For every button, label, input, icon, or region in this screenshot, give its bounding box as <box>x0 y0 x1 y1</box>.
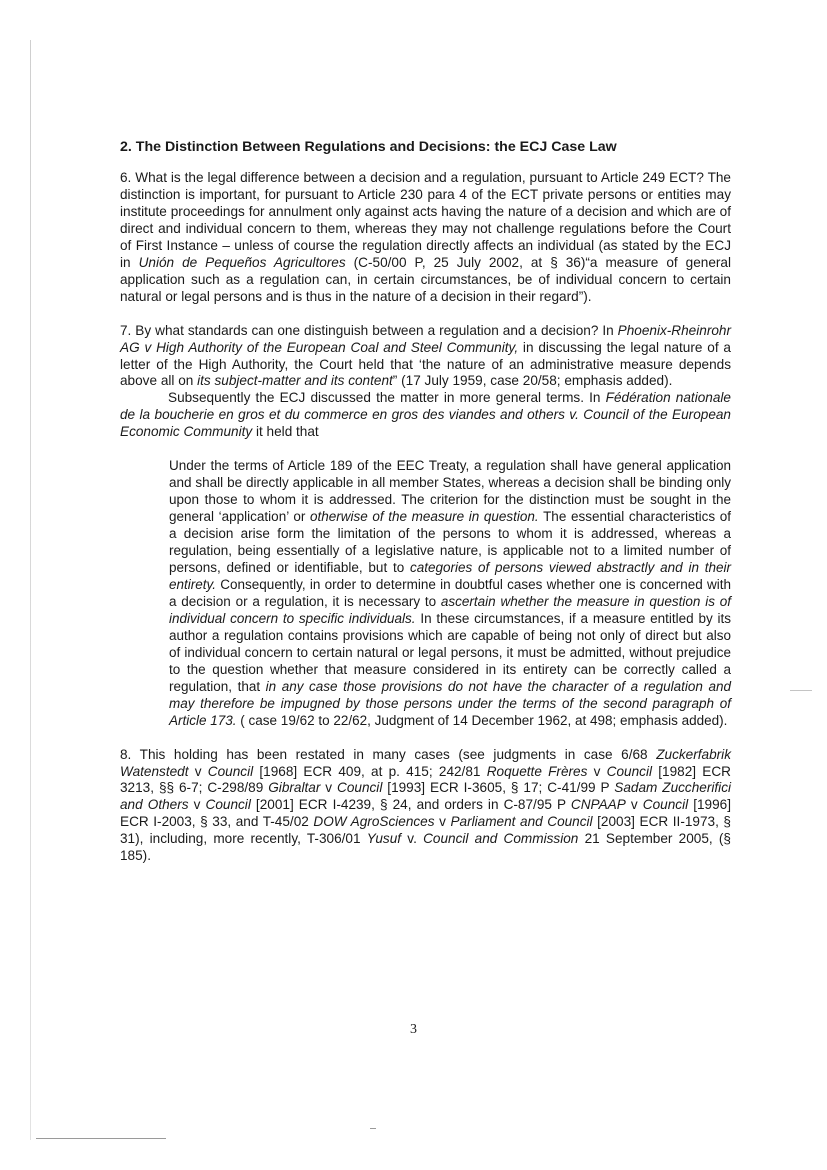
text-run: v <box>320 780 338 796</box>
text-run: [1993] ECR I-3605, § 17; C-41/99 P <box>382 780 615 796</box>
text-run: [2003] ECR II-1973, § 31), including, more recently, T-306/01 <box>120 814 731 847</box>
italic-run: Council <box>642 797 689 813</box>
italic-run: Phoenix-Rheinrohr AG v High Authority of the European Coal and Steel Community, <box>120 322 731 355</box>
italic-run: its subject-matter and its content <box>197 373 393 389</box>
text-run: ” (17 July 1959, case 20/58; emphasis added). <box>392 373 673 389</box>
text-run: v <box>587 763 607 779</box>
paragraph-6 <box>120 170 731 306</box>
page-number: 3 <box>410 1022 417 1037</box>
scan-speck <box>370 1128 376 1129</box>
paragraph-8 <box>120 747 731 866</box>
italic-run: Parliament and Council <box>450 814 593 830</box>
italic-run: ascertain whether the measure in question is of individual concern to specific individuals. <box>169 593 731 626</box>
text-run: in discussing the legal nature of a letter of the High Authority, the Court held that ‘the nature of an administrative measure depends above all on <box>120 339 731 389</box>
text-run: [1982] ECR 3213, §§ 6-7; C-298/89 <box>120 763 731 796</box>
text-run: In these circumstances, if a measure entitled by its author a regulation contains provisions which are capable of being not only of direct but also of individual concern to certain natural or legal persons, it must be admitted, without prejudice to the question whether that measure considered in its entirety can be correctly called a regulation, that <box>169 610 731 694</box>
italic-run: Council <box>205 797 251 813</box>
italic-run: categories of persons viewed abstractly and in their entirety. <box>169 560 731 592</box>
block-quote <box>169 458 731 729</box>
scan-speck <box>790 690 812 691</box>
text-run: Subsequently the ECJ discussed the matter in more general terms. In <box>168 390 606 406</box>
italic-run: Roquette Frères <box>486 763 588 779</box>
paragraph-7-continued <box>120 390 731 441</box>
italic-run: Council and Commission <box>423 831 579 847</box>
italic-run: Fédération nationale de la boucherie en gros et du commerce en gros des viandes and others v. Council of the European Economic Community <box>120 390 731 440</box>
text-run: v <box>434 814 451 830</box>
text-run: 6. What is the legal difference between a decision and a regulation, pursuant to Article 249 ECT? The distinction is important, for pursuant to Article 230 para 4 of the ECT private persons or entities may institute proceedings for annulment only against acts having the nature of a decision and which are of direct and individual concern to them, whereas they may not challenge regulations before the Court of First Instance – unless of course the regulation directly affects an individual (as stated by the ECJ in <box>120 170 731 270</box>
text-run: Consequently, in order to determine in doubtful cases whether one is concerned with a decision or a regulation, it is necessary to <box>169 576 731 609</box>
paragraph-7 <box>120 323 731 391</box>
italic-run: Yusuf <box>366 831 402 847</box>
text-run: [2001] ECR I-4239, § 24, and orders in C-87/95 P <box>250 797 571 813</box>
text-run: The essential characteristics of a decision arise form the limitation of the persons to whom it is addressed, whereas a regulation, being essentially of a legislative nature, is applicable not to a limited number of persons, defined or identifiable, but to <box>169 509 731 576</box>
section-heading: 2. The Distinction Between Regulations and Decisions: the ECJ Case Law <box>120 139 617 155</box>
text-run: v <box>188 797 206 813</box>
italic-run: DOW AgroSciences <box>313 814 435 830</box>
italic-run: in any case those provisions do not have the character of a regulation and may therefore be impugned by those persons under the terms of the second paragraph of Article 173. <box>169 678 731 728</box>
text-run: Under the terms of Article 189 of the EEC Treaty, a regulation shall have general application and shall be directly applicable in all member States, whereas a decision shall be binding only upon those to whom it is addressed. The criterion for the distinction must be sought in the general ‘application’ or <box>169 458 731 525</box>
text-run: (C-50/00 P, 25 July 2002, at § 36)“a measure of general application such as a regulation can, in certain circumstances, be of individual concern to certain natural or legal persons and is thus in the nature of a decision in their regard”). <box>120 254 732 304</box>
page-body <box>120 138 731 865</box>
italic-run: Council <box>606 763 653 779</box>
scan-speck <box>36 1138 166 1139</box>
text-run: ( case 19/62 to 22/62, Judgment of 14 December 1962, at 498; emphasis added). <box>236 712 728 728</box>
italic-run: otherwise of the measure in question. <box>309 509 539 525</box>
text-run: 21 September 2005, (§ 185). <box>120 831 731 864</box>
text-run: v <box>188 763 208 779</box>
italic-run: Sadam Zuccherifici and Others <box>120 780 732 813</box>
italic-run: CNPAAP <box>570 797 626 813</box>
text-run: 7. By what standards can one distinguish between a regulation and a decision? In <box>120 322 618 338</box>
text-run: 8. This holding has been restated in many cases (see judgments in case 6/68 <box>120 746 657 762</box>
text-run: v <box>625 797 643 813</box>
italic-run: Unión de Pequeños Agricultores <box>138 254 346 270</box>
italic-run: Gibraltar <box>268 780 321 796</box>
italic-run: Council <box>337 780 383 796</box>
text-run: v. <box>401 831 424 847</box>
italic-run: Zuckerfabrik Watenstedt <box>120 746 731 779</box>
scan-left-edge <box>30 40 31 1140</box>
italic-run: Council <box>207 763 254 779</box>
text-run: [1996] ECR I-2003, § 33, and T-45/02 <box>120 797 731 830</box>
text-run: [1968] ECR 409, at p. 415; 242/81 <box>253 763 487 779</box>
text-run: it held that <box>252 424 319 440</box>
